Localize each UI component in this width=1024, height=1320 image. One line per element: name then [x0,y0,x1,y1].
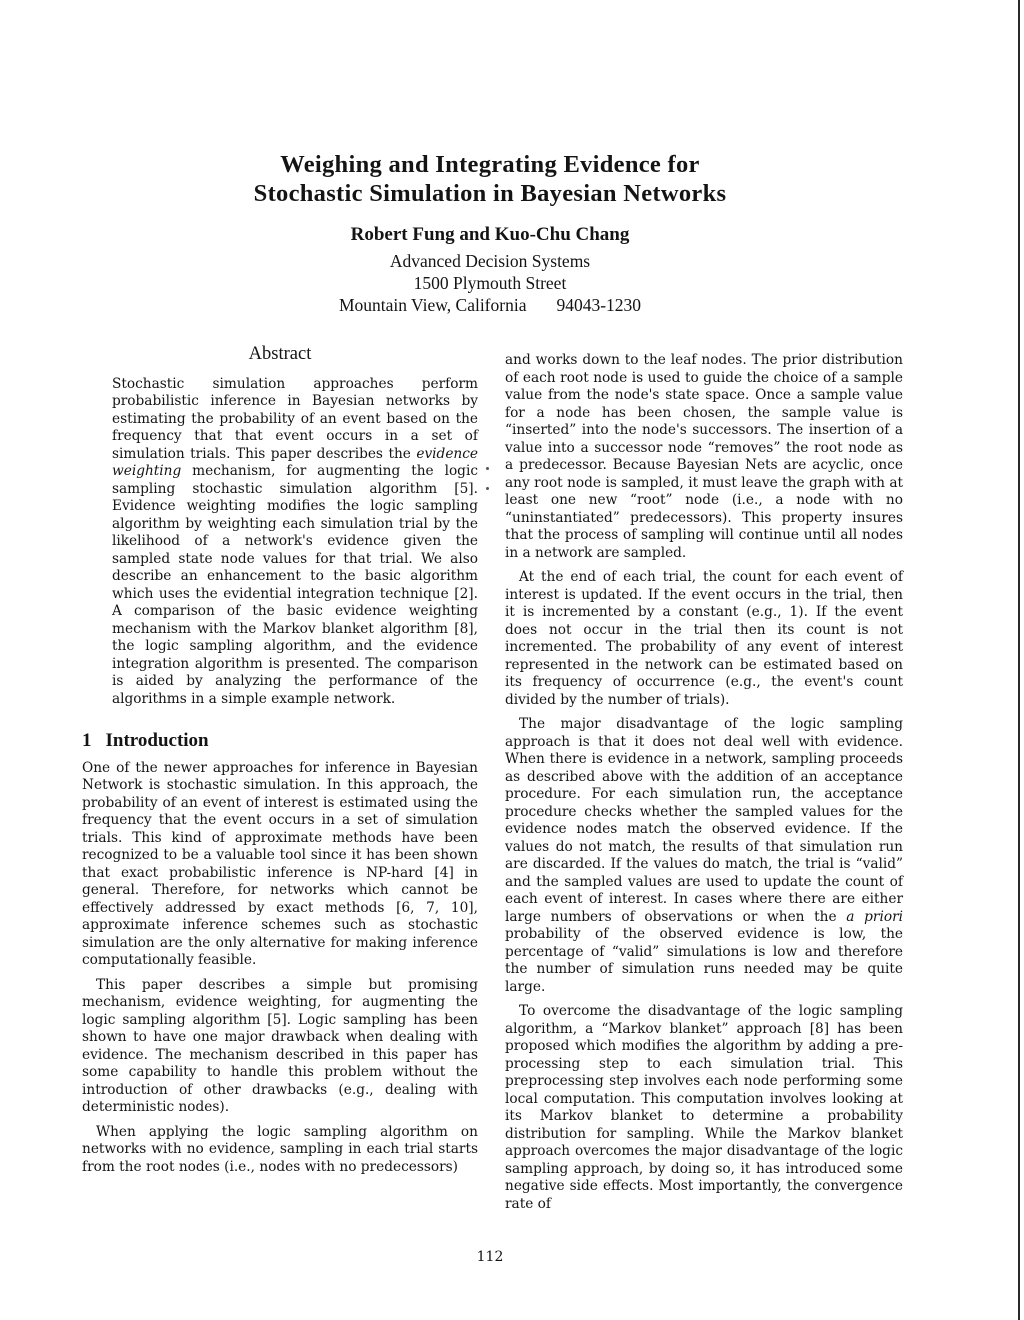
section-heading-introduction [82,732,478,750]
affiliation-city: Mountain View, California [338,295,527,315]
abstract-heading: Abstract [248,344,312,364]
left-column [82,340,478,1183]
affiliation-block [0,250,980,316]
affiliation-name: Advanced Decision Systems [389,251,591,271]
intro-paragraph-1: One of the newer approaches for inference in Bayesian Network is stochastic simulation. In this approach, the probability of an event of interest is estimated using the frequency that the event occurs in a set of simulation trials. This kind of approximate methods have been recognized to be a valuable tool since it has been shown that exact probabilistic inference is NP-hard [4] in general. Therefore, for networks which cannot be effectively addressed by exact methods [6, 7, 10], approximate inference schemes such as stochastic simulation are the only alternative for making inference computationally feasible. [82,759,478,968]
intro-paragraph-2: This paper describes a simple but promising mechanism, evidence weighting, for augmenting the logic sampling algorithm [5]. Logic sampling has been shown to have one major drawback when dealing with evidence. The mechanism described in this paper has some capability to handle this problem without the introduction of other drawbacks (e.g., dealing with deterministic nodes). [82,976,478,1115]
right-paragraph-3-emphasis: a priori [846,908,903,925]
page-number: 112 [476,1249,504,1265]
abstract-text-part2: mechanism, for augmenting the logic sampling stochastic simulation algorithm [5]. Evidence weighting modifies the logic sampling algorithm by weighting each simulation trial by the likelihood of a network's evidence given the sampled state node values for that trial. We also describe an enhancement to the basic algorithm which uses the evidential integration technique [2]. A comparison of the basic evidence weighting mechanism with the Markov blanket algorithm [8], the logic sampling algorithm, and the evidence integration algorithm is presented. The comparison is aided by analyzing the performance of the algorithms in a simple example network. [112,463,478,707]
intro-paragraph-3: When applying the logic sampling algorithm on networks with no evidence, sampling in each trial starts from the root nodes (i.e., nodes with no predecessors) [82,1123,478,1175]
scan-speck [486,467,489,470]
right-paragraph-1: and works down to the leaf nodes. The prior distribution of each root node is used to guide the choice of a sample value from the node's state space. Once a sample value for a node has been chosen, the sample value is “inserted” into the node's successors. The insertion of a value into a successor node “removes” the root node as a predecessor. Because Bayesian Nets are acyclic, once any root node is sampled, it must leave the graph with at least one new “root” node (i.e., a node with no “uninstantiated” predecessors). This property insures that the process of sampling will continue until all nodes in a network are sampled. [505,352,903,561]
scan-edge-line [1018,0,1020,1320]
section-title: Introduction [105,730,209,751]
section-number: 1 [82,730,92,751]
abstract-emphasis: evidence weighting [112,445,478,479]
title-line-2: Stochastic Simulation in Bayesian Networks [253,180,727,207]
abstract-text-part1: Stochastic simulation approaches perform probabilistic inference in Bayesian networks by estimating the probability of an event based on the frequency that that event occurs in a set of simulation trials. This paper describes the [112,375,478,462]
paper-title [0,150,980,208]
right-column [505,352,903,1220]
right-paragraph-3-part1: The major disadvantage of the logic sampling approach is that it does not deal well with evidence. When there is evidence in a network, sampling proceeds as described above with the addition of an acceptance procedure. For each simulation run, the acceptance procedure checks whether the sampled values for the evidence nodes match the observed evidence. If the values do not match, the results of that simulation run are discarded. If the values do match, the trial is “valid” and the sampled values are used to update the count of each event of interest. In cases where there are either large numbers of observations or when the [505,716,903,925]
affiliation-city-line [0,294,980,316]
abstract-text [82,376,478,709]
right-paragraph-2: At the end of each trial, the count for each event of interest is updated. If the event occurs in the trial, then it is incremented by a constant (e.g., 1). If the event does not occur in the trial then its count is not incremented. The probability of any event of interest represented in the network can be estimated based on its frequency of occurrence (e.g., the event's count divided by the number of trials). [505,569,903,708]
right-paragraph-3-part2: probability of the observed evidence is low, the percentage of “valid” simulations is low and therefore the number of simulation runs needed may be quite large. [505,926,903,995]
title-line-1: Weighing and Integrating Evidence for [280,151,700,178]
affiliation-zip: 94043-1230 [556,295,642,315]
author-names: Robert Fung and Kuo-Chu Chang [350,224,630,245]
affiliation-street: 1500 Plymouth Street [413,273,567,293]
right-paragraph-3 [505,716,903,996]
scan-speck [486,487,489,490]
right-paragraph-4: To overcome the disadvantage of the logic sampling algorithm, a “Markov blanket” approach [8] has been proposed which modifies the algorithm by adding a pre-processing step to each simulation trial. This preprocessing step involves each node performing some local computation. This computation involves looking at its Markov blanket to determine a probability distribution for sampling. While the Markov blanket approach overcomes the major disadvantage of the logic sampling approach, by doing so, it has introduced some negative side effects. Most importantly, the convergence rate of [505,1003,903,1212]
